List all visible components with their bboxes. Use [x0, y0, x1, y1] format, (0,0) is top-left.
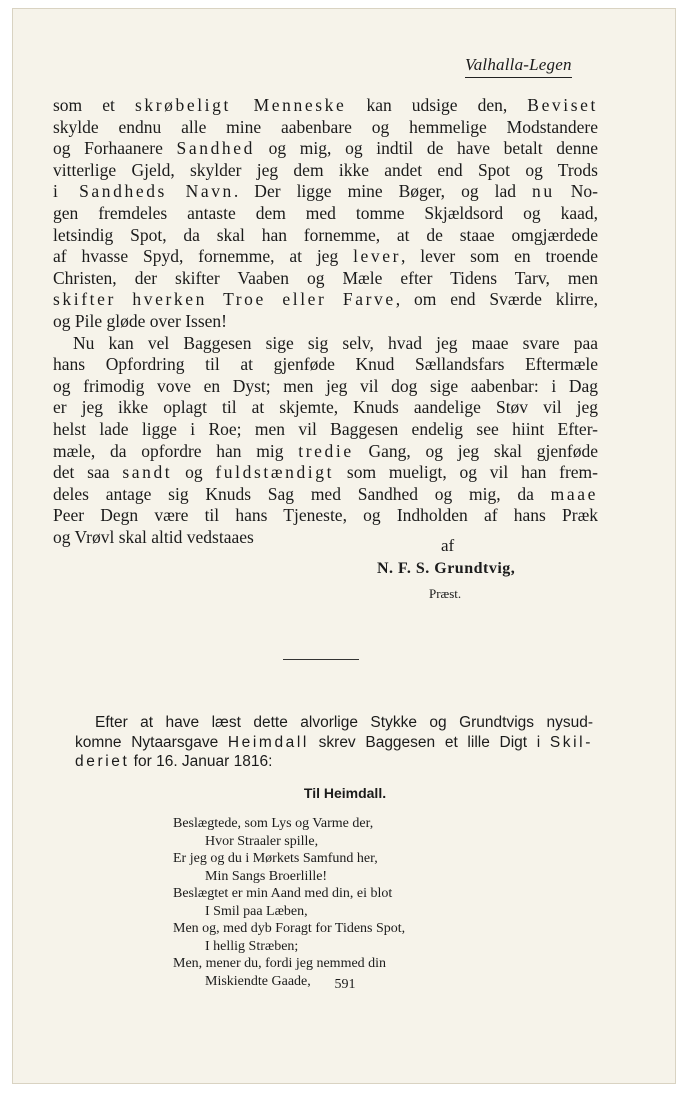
text-run: komne Nytaarsgave — [75, 733, 228, 751]
intro-line — [75, 713, 593, 733]
emphasized-text: fuldstændigt — [215, 462, 335, 483]
body-line — [53, 441, 598, 463]
body-line — [53, 505, 598, 527]
text-run: som et — [53, 95, 135, 115]
text-run: Efter at have læst dette alvorlige Stykke og Grundtvigs nysud- — [95, 714, 593, 731]
text-run: og Forhaanere — [53, 138, 177, 159]
text-run: som mueligt, og vil han frem- — [334, 462, 598, 483]
intro-line — [75, 752, 593, 772]
body-line — [53, 311, 598, 333]
emphasized-text: maae — [550, 483, 598, 504]
body-line — [53, 354, 598, 376]
text-run: Peer Degn være til hans Tjeneste, og Indholden af hans Præk — [53, 505, 598, 526]
section-divider — [283, 659, 359, 660]
text-run: No- — [554, 181, 598, 202]
text-run: Christen, der skifter Vaaben og Mæle efter Tidens Tarv, men — [53, 267, 598, 288]
emphasized-text: i Sandheds Navn — [53, 181, 234, 202]
body-line — [53, 419, 598, 441]
body-line — [53, 160, 598, 182]
text-run: . Der ligge mine Bøger, og lad — [233, 181, 533, 202]
poem-line: Miskiendte Gaade, — [205, 973, 311, 989]
page — [12, 8, 676, 1084]
body-line — [53, 376, 598, 398]
text-run: og Vrøvl skal altid vedstaaes — [53, 526, 254, 547]
poem-line: Men og, med dyb Foragt for Tidens Spot, — [173, 921, 406, 936]
body-line — [53, 225, 598, 247]
text-run: og — [172, 462, 216, 483]
body-line — [53, 246, 598, 268]
poem-line: Min Sangs Broerlille! — [205, 868, 328, 884]
poem-line: Men, mener du, fordi jeg nemmed din — [173, 956, 387, 971]
emphasized-text: lever — [353, 246, 402, 267]
poem — [173, 815, 405, 990]
body-line — [53, 484, 598, 506]
emphasized-text: Sandhed — [176, 138, 255, 159]
poem-line: I hellig Stræben; — [205, 938, 299, 954]
text-run: letsindig Spot, da skal han fornemme, at de staae omgjærdede — [53, 224, 598, 245]
emphasized-text: deriet — [75, 753, 130, 770]
running-header: Valhalla-Legen — [465, 55, 572, 78]
intro-paragraph — [75, 713, 593, 772]
emphasized-text: skifter hverken Troe eller Farve — [53, 289, 396, 310]
signature-title: Præst. — [429, 586, 462, 601]
text-run: mæle, da opfordre han mig — [53, 440, 299, 461]
text-run: skylde endnu alle mine aabenbare og hemmelige Modstandere — [53, 116, 598, 137]
body-line — [53, 117, 598, 139]
body-line — [53, 138, 598, 160]
text-run: Nu kan vel Baggesen sige sig selv, hvad jeg maae svare paa — [73, 332, 598, 353]
signature-name: N. F. S. Grundtvig, — [377, 560, 516, 577]
poem-line: I Smil paa Læben, — [205, 903, 308, 919]
emphasized-text: Beviset — [527, 95, 598, 115]
text-run: deles antage sig Knuds Sag med Sandhed og mig, da — [53, 483, 551, 504]
body-line — [53, 181, 598, 203]
body-text — [53, 95, 598, 548]
text-run: helst lade ligge i Roe; men vil Baggesen endelig see hiint Efter- — [53, 418, 598, 439]
text-run: kan udsige den, — [346, 95, 528, 115]
text-run: det saa — [53, 462, 123, 483]
emphasized-text: Heimdall — [227, 733, 309, 751]
body-line — [53, 95, 598, 117]
body-line — [53, 397, 598, 419]
text-run: er jeg ikke oplagt til at skjemte, Knuds aandelige Støv vil jeg — [53, 397, 598, 418]
text-run: for 16. Januar 1816: — [129, 753, 273, 770]
emphasized-text: tredie — [298, 440, 354, 461]
text-run: , om end Sværde klirre, — [395, 289, 598, 310]
text-run: , lever som en troende — [401, 246, 598, 267]
text-run: skrev Baggesen et lille Digt i — [308, 733, 550, 751]
text-run: gen fremdeles antaste dem med tomme Skjældsord og kaad, — [53, 202, 598, 223]
emphasized-text: nu — [532, 181, 555, 202]
text-run: og frimodig vove en Dyst; men jeg vil dog sige aabenbar: i Dag — [53, 375, 598, 396]
poem-title: Til Heimdall. — [303, 785, 387, 801]
page-number: 591 — [334, 977, 356, 992]
text-run: vitterlige Gjeld, skylder jeg dem ikke andet end Spot og Trods — [53, 159, 598, 180]
poem-line: Hvor Straaler spille, — [205, 833, 319, 849]
text-run: af hvasse Spyd, fornemme, at jeg — [53, 246, 354, 267]
poem-line: Beslægtede, som Lys og Varme der, — [173, 816, 374, 831]
body-line — [53, 462, 598, 484]
body-line — [53, 268, 598, 290]
emphasized-text: Skil- — [549, 733, 593, 751]
text-run: og Pile gløde over Issen! — [53, 310, 227, 331]
body-line — [53, 203, 598, 225]
text-run: og mig, og indtil de have betalt denne — [255, 138, 598, 159]
body-line — [53, 289, 598, 311]
text-run: hans Opfordring til at gjenføde Knud Sællandsfars Eftermæle — [53, 354, 598, 375]
intro-line — [75, 733, 593, 753]
poem-line: Er jeg og du i Mørkets Samfund her, — [173, 851, 378, 866]
emphasized-text: sandt — [122, 462, 173, 483]
emphasized-text: skrøbeligt Menneske — [134, 95, 347, 115]
body-line — [53, 527, 598, 549]
text-run: Gang, og jeg skal gjenføde — [353, 440, 598, 461]
body-line — [53, 333, 598, 355]
signature-af: af — [441, 536, 455, 555]
poem-line: Beslægtet er min Aand med din, ei blot — [173, 886, 393, 901]
